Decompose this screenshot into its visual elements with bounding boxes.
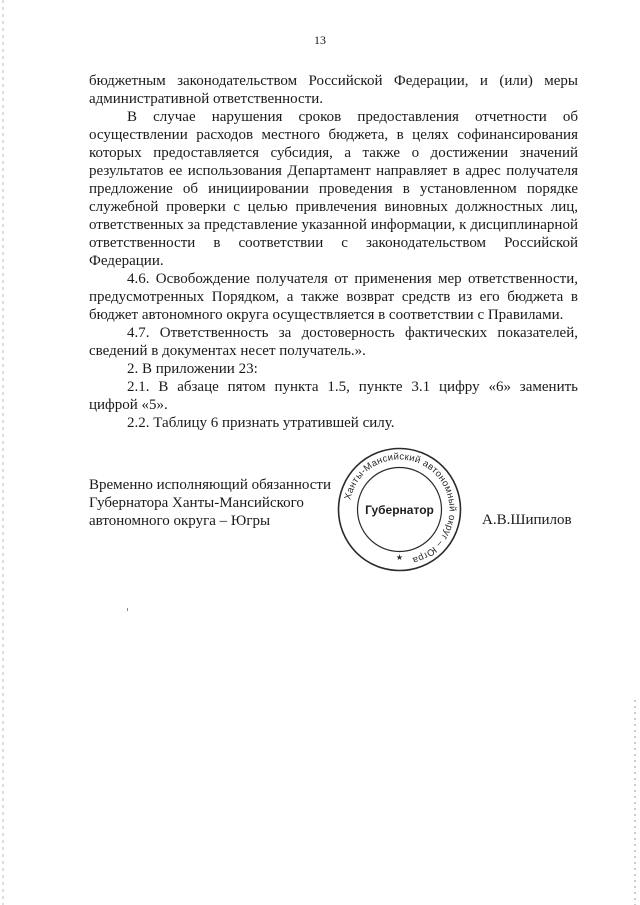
scan-edge-left <box>2 0 4 905</box>
signer-name: А.В.Шипилов <box>482 512 572 528</box>
position-line: Губернатора Ханты-Мансийского <box>89 495 304 511</box>
seal-center-text: Губернатор <box>365 503 434 517</box>
paragraph-2-1: 2.1. В абзаце пятом пункта 1.5, пункте 3.1 цифру «6» заменить цифрой «5». <box>89 379 578 413</box>
paragraph-4-6: 4.6. Освобождение получателя от применения мер ответственности, предусмотренных Порядком, а также возврат средств из его бюджета в бюджет автономного округа осуществляется в соответствии с Правилами. <box>89 271 578 323</box>
scan-mark <box>127 608 128 611</box>
official-seal-stamp <box>336 446 463 573</box>
paragraph-item-2: 2. В приложении 23: <box>127 361 258 377</box>
paragraph-continuation: бюджетным законодательством Российской Федерации, и (или) меры административной ответственности. <box>89 73 578 107</box>
seal-star-icon: ★ <box>395 553 404 562</box>
paragraph-reporting-violation: В случае нарушения сроков предоставления отчетности об осуществлении расходов местного бюджета, в целях софинансирования которых предоставляется субсидия, а также о достижении значений результатов ее использования Департамент направляет в адрес получателя предложение об инициировании проведения в установленном порядке служебной проверки с целью привлечения виновных должностных лиц, ответственных за представление указанной информации, к дисциплинарной ответственности в соответствии с законодательством Российской Федерации. <box>89 109 578 269</box>
position-line: Временно исполняющий обязанности <box>89 477 332 493</box>
signatory-position <box>89 476 332 530</box>
paragraph-2-2: 2.2. Таблицу 6 признать утратившей силу. <box>127 415 395 431</box>
page-number: 13 <box>314 33 326 47</box>
document-body <box>89 72 578 432</box>
position-line: автономного округа – Югры <box>89 513 271 529</box>
scan-edge-right <box>634 700 636 905</box>
seal-ring-text: Ханты-Мансийский автономный округ – Югра <box>342 451 458 566</box>
paragraph-4-7: 4.7. Ответственность за достоверность фактических показателей, сведений в документах несет получатель.». <box>89 325 578 359</box>
